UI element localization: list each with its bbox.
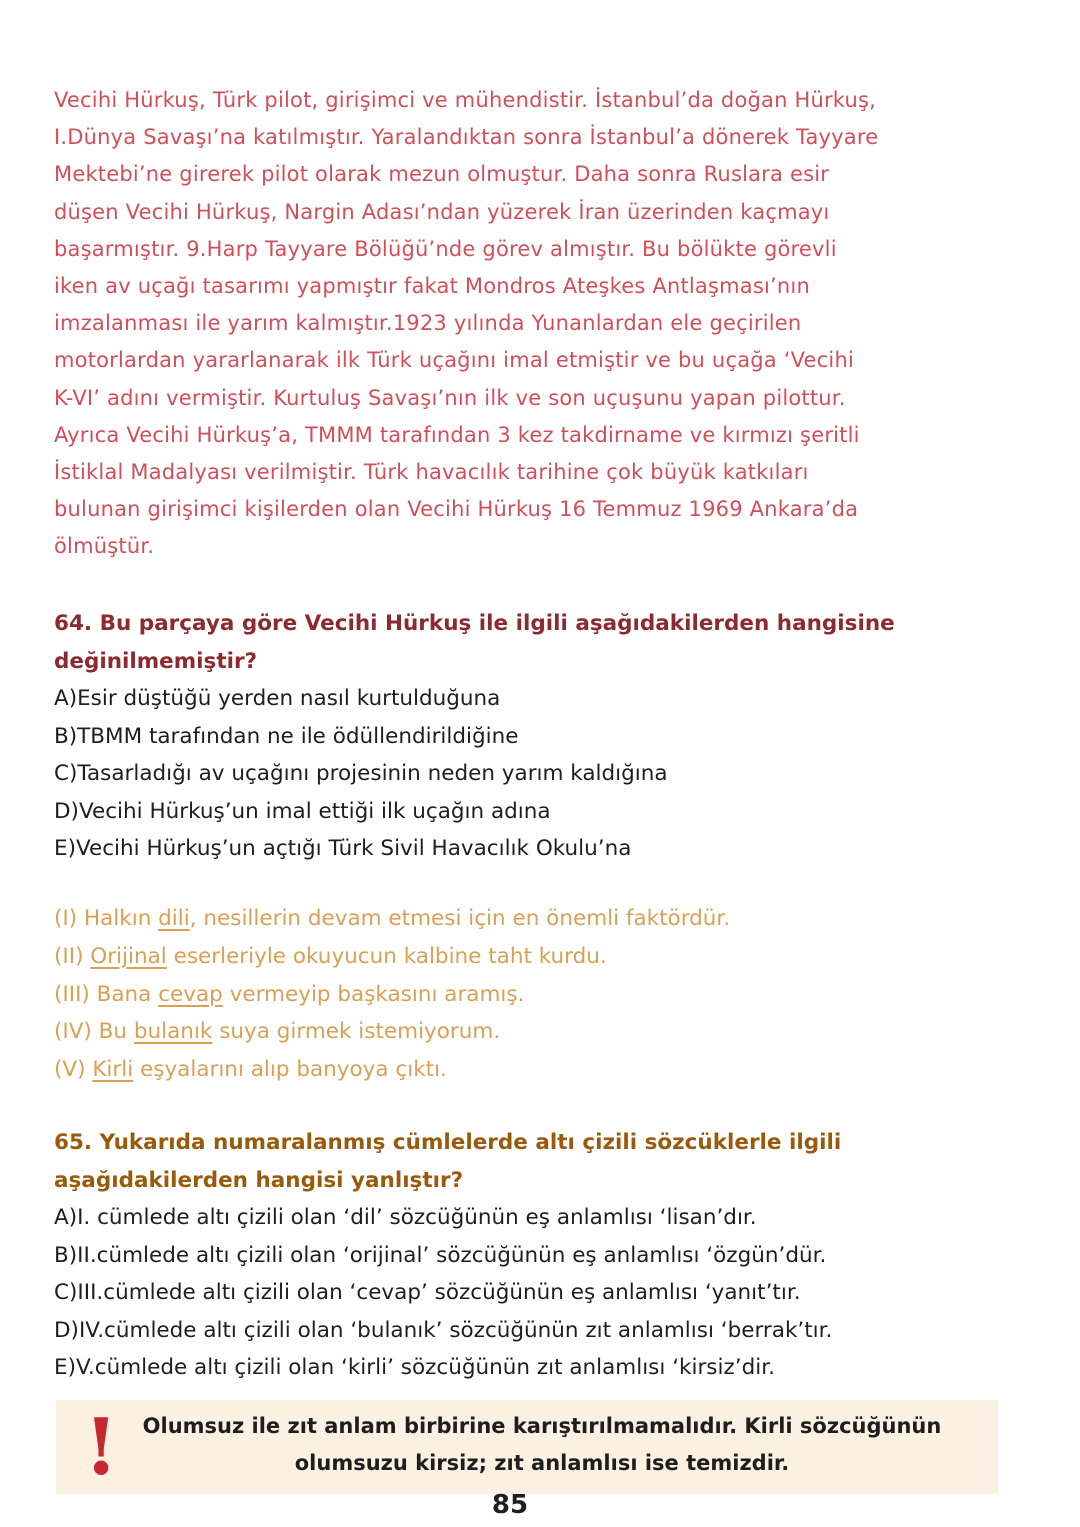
sentence-text: (I) Halkın xyxy=(54,906,159,931)
warning-note xyxy=(56,1400,998,1494)
note-line: olumsuzu kirsiz; zıt anlamlısı ise temizdir. xyxy=(294,1451,790,1475)
sentence-text: (V) xyxy=(54,1057,93,1083)
passage-line: Ayrıca Vecihi Hürkuş’a, TMMM tarafından 3 kez takdirname ve kırmızı şeritli xyxy=(54,422,860,447)
reading-passage xyxy=(54,82,1034,566)
page-number: 85 xyxy=(491,1490,529,1520)
passage-line: İstiklal Madalyası verilmiştir. Türk havacılık tarihine çok büyük katkıları xyxy=(54,460,809,485)
sentence-5 xyxy=(54,1051,1034,1089)
passage-line: Mektebi’ne girerek pilot olarak mezun olmuştur. Daha sonra Ruslara esir xyxy=(54,162,830,187)
sentence-text: vermeyip başkasını aramış. xyxy=(222,981,525,1007)
question-64-options xyxy=(54,680,1034,868)
question-65-stem xyxy=(54,1124,1034,1199)
question-stem-line: 64. Bu parçaya göre Vecihi Hürkuş ile ilgili aşağıdakilerden hangisine xyxy=(54,611,895,636)
passage-line: motorlardan yararlanarak ilk Türk uçağını imal etmiştir ve bu uçağa ‘Vecihi xyxy=(54,348,854,373)
question-65-options xyxy=(54,1199,1034,1387)
sentence-text: suya girmek istemiyorum. xyxy=(212,1019,501,1045)
option-a[interactable]: A)I. cümlede altı çizili olan ‘dil’ sözcüğünün eş anlamlısı ‘lisan’dır. xyxy=(54,1205,757,1230)
passage-line: düşen Vecihi Hürkuş, Nargin Adası’ndan yüzerek İran üzerinden kaçmayı xyxy=(54,199,830,224)
option-a[interactable]: A)Esir düştüğü yerden nasıl kurtulduğuna xyxy=(54,686,501,711)
sentence-2 xyxy=(54,938,1034,976)
question-64 xyxy=(54,605,1034,868)
note-line: Olumsuz ile zıt anlam birbirine karıştırılmamalıdır. Kirli sözcüğünün xyxy=(142,1414,942,1438)
underlined-word: dili xyxy=(158,906,190,931)
underlined-word: cevap xyxy=(158,981,223,1007)
option-e[interactable]: E)Vecihi Hürkuş’un açtığı Türk Sivil Havacılık Okulu’na xyxy=(54,836,632,861)
option-b[interactable]: B)II.cümlede altı çizili olan ‘orijinal’ sözcüğünün eş anlamlısı ‘özgün’dür. xyxy=(54,1242,827,1268)
passage-line: Vecihi Hürkuş, Türk pilot, girişimci ve mühendistir. İstanbul’da doğan Hürkuş, xyxy=(54,88,877,112)
exclamation-icon: ! xyxy=(84,1402,119,1493)
option-e[interactable]: E)V.cümlede altı çizili olan ‘kirli’ sözcüğünün zıt anlamlısı ‘kirsiz’dir. xyxy=(54,1355,775,1380)
passage-line: ölmüştür. xyxy=(54,534,155,559)
question-stem-line: aşağıdakilerden hangisi yanlıştır? xyxy=(54,1167,464,1193)
sentence-text: (IV) Bu xyxy=(54,1019,134,1045)
passage-line: I.Dünya Savaşı’na katılmıştır. Yaralandıktan sonra İstanbul’a dönerek Tayyare xyxy=(54,125,879,150)
option-c[interactable]: C)Tasarladığı av uçağını projesinin neden yarım kaldığına xyxy=(54,761,668,786)
sentence-text: eşyalarını alıp banyoya çıktı. xyxy=(133,1057,447,1083)
question-stem-line: değinilmemiştir? xyxy=(54,648,258,674)
sentence-text: (III) Bana xyxy=(54,981,159,1007)
passage-line: imzalanması ile yarım kalmıştır.1923 yılında Yunanlardan ele geçirilen xyxy=(54,311,802,336)
passage-line: bulunan girişimci kişilerden olan Vecihi Hürkuş 16 Temmuz 1969 Ankara’da xyxy=(54,497,859,522)
sentence-text: (II) xyxy=(54,943,91,969)
option-c[interactable]: C)III.cümlede altı çizili olan ‘cevap’ sözcüğünün eş anlamlısı ‘yanıt’tır. xyxy=(54,1280,801,1305)
passage-line: K-VI’ adını vermiştir. Kurtuluş Savaşı’nın ilk ve son uçuşunu yapan pilottur. xyxy=(54,385,846,410)
passage-line: başarmıştır. 9.Harp Tayyare Bölüğü’nde görev almıştır. Bu bölükte görevli xyxy=(54,236,837,261)
sentence-3 xyxy=(54,976,1034,1014)
option-d[interactable]: D)IV.cümlede altı çizili olan ‘bulanık’ sözcüğünün zıt anlamlısı ‘berrak’tır. xyxy=(54,1317,833,1343)
sentence-text: , nesillerin devam etmesi için en önemli faktördür. xyxy=(189,906,731,931)
option-d[interactable]: D)Vecihi Hürkuş’un imal ettiği ilk uçağın adına xyxy=(54,798,551,824)
question-65 xyxy=(54,1124,1034,1387)
sentence-1 xyxy=(54,900,1034,938)
sentence-text: eserleriyle okuyucun kalbine taht kurdu. xyxy=(166,943,607,969)
option-b[interactable]: B)TBMM tarafından ne ile ödüllendirildiğine xyxy=(54,723,519,749)
question-stem-line: 65. Yukarıda numaralanmış cümlelerde altı çizili sözcüklerle ilgili xyxy=(54,1130,842,1155)
underlined-word: bulanık xyxy=(133,1019,213,1045)
question-64-stem xyxy=(54,605,1034,680)
passage-line: iken av uçağı tasarımı yapmıştır fakat Mondros Ateşkes Antlaşması’nın xyxy=(54,274,810,299)
note-text xyxy=(102,1408,982,1482)
underlined-word: Orijinal xyxy=(90,943,167,969)
underlined-word: Kirli xyxy=(92,1057,134,1083)
sentence-4 xyxy=(54,1013,1034,1051)
numbered-sentences xyxy=(54,900,1034,1089)
